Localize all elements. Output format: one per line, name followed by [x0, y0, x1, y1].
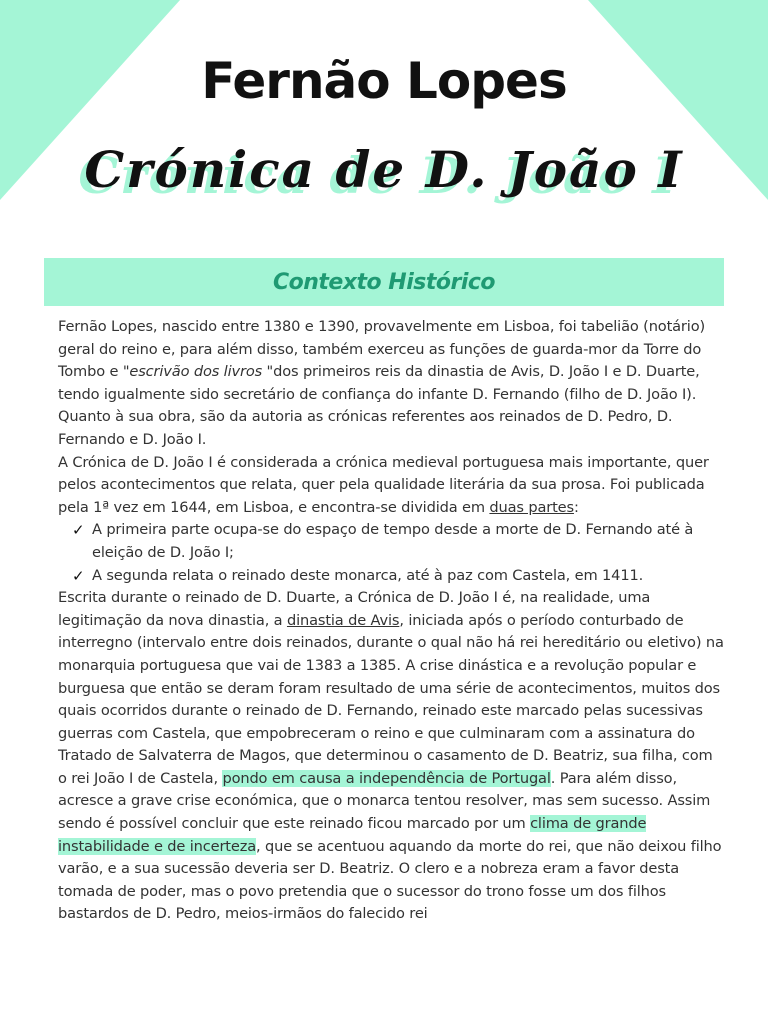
underlined-text: duas partes [489, 498, 574, 516]
paragraph-4 [46, 587, 724, 926]
paragraph-1 [46, 316, 724, 406]
document-body [46, 316, 724, 926]
italic-text: "escrivão dos livros [122, 363, 263, 381]
bullet-item-1 [46, 519, 724, 564]
check-icon: ✓ [72, 566, 85, 585]
text-run: Escrita durante o reinado de D. Duarte, a Crónica de D. João I é, na realidade, uma legitimação da nova dinastia, a [58, 589, 651, 629]
text-run: . Para além disso, acresce a grave crise económica, que o monarca tentou resolver, mas sem sucesso. Assim sendo é possível concluir que este reinado ficou marcado por um [58, 769, 711, 833]
underlined-text: dinastia de Avis [286, 611, 400, 629]
bullet-item-2 [46, 565, 724, 588]
bullet-text: A primeira parte ocupa-se do espaço de tempo desde a morte de D. Fernando até à eleição de D. João I; [92, 521, 694, 561]
page-subtitle: Crónica de D. João I [84, 140, 684, 199]
paragraph-3 [46, 452, 724, 520]
page-title: Fernão Lopes [201, 52, 567, 110]
section-heading: Contexto Histórico [272, 269, 496, 295]
text-run: "dos primeiros reis da dinastia de Avis, D. João I e D. Duarte, tendo igualmente sido secretário de confiança do infante D. Fernando (filho de D. João I). [58, 363, 700, 403]
text-run: Fernão Lopes, nascido entre 1380 e 1390, provavelmente em Lisboa, foi tabelião (notário) geral do reino e, para além disso, também exerceu as funções de guarda-mor da Torre do Tombo e [58, 318, 706, 381]
text-run: A Crónica de D. João I é considerada a crónica medieval portuguesa mais importante, quer pelos acontecimentos que relata, quer pela qualidade literária da sua prosa. Foi publicada pela 1ª vez em 1644, em Lisboa, e encontra-se dividida em [58, 453, 709, 516]
text-run: : [573, 498, 579, 516]
highlighted-text: pondo em causa a independência de Portugal [222, 769, 551, 787]
highlighted-text: clima de grande instabilidade e de incerteza [58, 815, 647, 855]
text-run: , iniciada após o período conturbado de interregno (intervalo entre dois reinados, durante o qual não há rei hereditário ou eletivo) na monarquia portuguesa que vai de 1383 a 1385. A crise dinástica e a revolução popular e burguesa que então se deram foram resultado de uma série de acontecimentos, muitos dos quais ocorridos durante o reinado de D. Fernando, reinado este marcado pelas sucessivas guerras com Castela, que empobreceram o reino e que culminaram com a assinatura do Tratado de Salvaterra de Magos, que determinou o casamento de D. Beatriz, sua filha, com o rei João I de Castela, [58, 611, 724, 787]
check-icon: ✓ [72, 521, 85, 540]
bullet-text: A segunda relata o reinado deste monarca, até à paz com Castela, em 1411. [92, 566, 644, 584]
paragraph-2: Quanto à sua obra, são da autoria as crónicas referentes aos reinados de D. Pedro, D. Fernando e D. João I. [58, 408, 673, 448]
section-header [44, 258, 724, 306]
text-run: , que se acentuou aquando da morte do rei, que não deixou filho varão, e a sua sucessão deveria ser D. Beatriz. O clero e a nobreza eram a favor desta tomada de poder, mas o povo pretendia que o sucessor do trono fosse um dos filhos bastardos de D. Pedro, meios-irmãos do falecido rei [58, 837, 722, 923]
